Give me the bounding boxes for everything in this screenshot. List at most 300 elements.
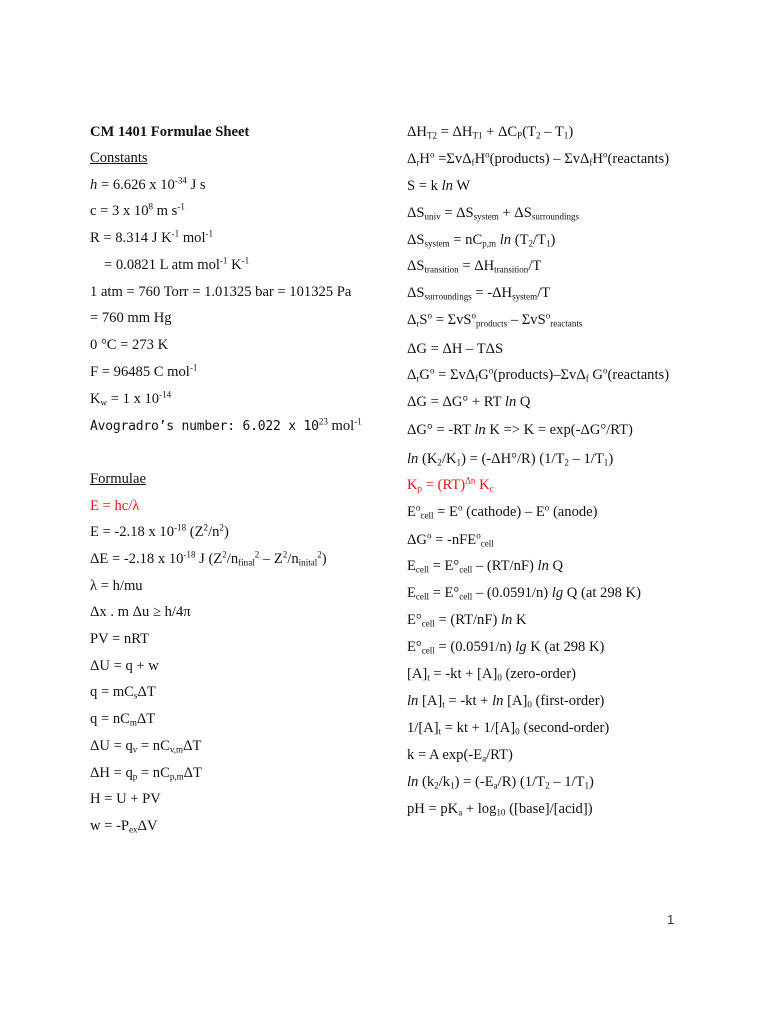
formula-segment: E = -2.18 x 10	[90, 524, 175, 540]
formula-segment: )	[568, 124, 574, 140]
left-line-21	[90, 683, 156, 701]
formula-segment: o	[602, 149, 608, 160]
formula-segment: ΔS	[407, 232, 425, 248]
right-line-2	[407, 150, 669, 168]
formula-segment: f	[475, 373, 479, 384]
formula-segment: s	[133, 690, 138, 701]
formula-segment: = 1 x 10	[107, 391, 160, 407]
formula-segment: ΔG	[407, 532, 427, 548]
formula-segment: 2	[528, 238, 534, 249]
right-line-12	[407, 421, 633, 439]
right-line-20	[407, 638, 604, 656]
formula-segment: )	[550, 232, 556, 248]
formula-segment: = (RT/nF)	[434, 612, 501, 628]
right-line-26	[407, 800, 593, 818]
formula-segment: ΔT	[136, 711, 156, 727]
formula-segment: ([base]/[acid])	[505, 801, 593, 817]
formula-segment: – 1/T	[568, 451, 604, 467]
left-line-7	[90, 283, 351, 301]
formula-segment: o	[471, 310, 477, 321]
formula-segment: = E°	[428, 558, 460, 574]
left-line-11	[90, 390, 171, 408]
formula-segment: c = 3 x 10	[90, 203, 149, 219]
right-line-4	[407, 204, 579, 222]
formula-segment: ln	[407, 451, 419, 467]
right-line-11	[407, 393, 530, 411]
right-line-19	[407, 611, 527, 629]
left-line-15	[90, 523, 229, 541]
formula-segment: 2	[317, 549, 322, 560]
formula-segment: f	[585, 373, 589, 384]
formula-segment: H	[419, 151, 430, 167]
formula-segment: cell	[421, 645, 435, 656]
section-heading-constants	[90, 149, 148, 167]
right-line-1	[407, 123, 573, 141]
formula-segment: -1	[354, 416, 362, 427]
formula-segment: 1	[603, 457, 609, 468]
formula-segment: ) = (-E	[454, 774, 494, 790]
formula-segment: (T	[511, 232, 529, 248]
formula-segment: univ	[424, 211, 441, 222]
formula-segment: + log	[462, 801, 497, 817]
formula-segment: /n	[208, 524, 220, 540]
formula-segment: ln	[407, 774, 419, 790]
formula-segment: 1	[584, 780, 590, 791]
formula-segment: = ΣvS	[432, 312, 472, 328]
formula-segment: a	[493, 780, 498, 791]
formula-segment: S	[419, 312, 428, 328]
formula-segment: ΔH	[407, 124, 427, 140]
formula-segment: ΔG = ΔG° + RT	[407, 394, 505, 410]
formula-segment: (second-order)	[519, 720, 610, 736]
formula-segment: /T	[537, 285, 551, 301]
formula-segment: =ΣvΔ	[434, 151, 472, 167]
formula-segment: 2	[437, 457, 442, 468]
formula-segment: -1	[205, 228, 214, 239]
formula-segment: H = U + PV	[90, 791, 161, 807]
formula-segment: ΔT	[183, 765, 202, 781]
formula-segment: = -kt + [A]	[429, 666, 498, 682]
formula-segment: + ΔC	[482, 124, 518, 140]
formula-segment: o	[602, 365, 608, 376]
formula-segment: – T	[540, 124, 564, 140]
formula-segment: final	[238, 557, 255, 568]
formula-segment: /K	[441, 451, 457, 467]
formula-segment: = ΔS	[440, 205, 474, 221]
formula-segment: (reactants)	[607, 367, 670, 383]
formula-segment: v,m	[169, 744, 184, 755]
formula-segment: surroundings	[531, 211, 580, 222]
formula-segment: 2	[545, 780, 550, 791]
formula-segment: -18	[183, 549, 196, 560]
formula-segment: (reactants)	[607, 151, 670, 167]
right-line-13	[407, 450, 613, 468]
formula-segment: m s	[153, 203, 178, 219]
section-heading-formulae	[90, 470, 146, 488]
right-line-16	[407, 531, 494, 549]
formula-segment: p,m	[169, 771, 184, 782]
formula-segment: a	[458, 807, 463, 818]
formula-segment: o	[476, 530, 481, 541]
formula-segment: (cathode) – E	[462, 504, 545, 520]
formula-segment: 0 °C = 273 K	[90, 337, 169, 353]
formula-segment: cell	[421, 618, 435, 629]
formula-segment: /R) (1/T	[497, 774, 546, 790]
formula-segment: T1	[472, 130, 483, 141]
formula-segment: = E	[433, 504, 458, 520]
formula-segment: 8	[148, 201, 154, 212]
formula-segment: o	[427, 310, 433, 321]
formula-segment: ΔE = -2.18 x 10	[90, 551, 184, 567]
formula-segment: = kt + 1/[A]	[441, 720, 516, 736]
formula-segment: 0	[497, 672, 502, 683]
formula-segment: K	[227, 257, 242, 273]
formula-segment: P	[517, 130, 523, 141]
formula-segment: ΔT	[137, 684, 156, 700]
formula-segment: transition	[494, 264, 529, 275]
formula-segment: CM 1401 Formulae Sheet	[90, 124, 250, 140]
formula-segment: o	[426, 530, 432, 541]
formula-segment: ln	[537, 558, 549, 574]
formula-segment: K	[512, 612, 527, 628]
formula-segment: mol	[327, 418, 355, 434]
formula-segment: ln	[474, 422, 486, 438]
formula-segment: (products)–ΣvΔ	[493, 367, 586, 383]
left-line-20	[90, 657, 159, 675]
formula-segment: T2	[426, 130, 437, 141]
formula-segment: [A]	[503, 693, 528, 709]
formula-segment: p,m	[482, 238, 497, 249]
formula-segment: ΔV	[137, 818, 158, 834]
left-line-24	[90, 764, 202, 782]
formula-segment: – ΣvS	[507, 312, 546, 328]
formula-segment: r	[416, 373, 420, 384]
formula-segment: 2	[203, 522, 209, 533]
formula-segment: 1	[456, 457, 462, 468]
right-line-5	[407, 231, 555, 249]
formula-segment: S = k	[407, 178, 442, 194]
formula-segment: 2	[222, 549, 227, 560]
formula-segment: )	[223, 524, 229, 540]
formula-segment: mol	[179, 230, 206, 246]
formula-segment: t	[442, 699, 445, 710]
formula-segment: Δx . m Δu ≥ h/4π	[90, 604, 191, 620]
formula-segment: a	[482, 753, 487, 764]
formula-segment: ΔT	[183, 738, 202, 754]
formula-segment: k = A exp(-E	[407, 747, 483, 763]
formula-segment: -14	[159, 389, 172, 400]
formula-segment: = -kt +	[444, 693, 493, 709]
formula-segment: = 6.626 x 10	[97, 177, 175, 193]
left-line-14	[90, 497, 139, 515]
formula-segment: 1	[563, 130, 569, 141]
formula-segment: 1 atm = 760 Torr = 1.01325 bar = 101325 Pa	[90, 284, 352, 300]
formula-segment: cell	[480, 538, 494, 549]
left-line-18	[90, 603, 191, 621]
formula-segment: reactants	[550, 318, 583, 329]
formula-segment: Δ	[407, 151, 417, 167]
right-line-14	[407, 476, 494, 494]
formula-segment: )	[608, 451, 614, 467]
formula-segment: K	[90, 391, 101, 407]
formula-segment: = E°	[428, 585, 460, 601]
left-line-9	[90, 336, 168, 354]
formula-segment: (T	[522, 124, 536, 140]
formula-segment: G	[478, 367, 489, 383]
formula-segment: Δn	[465, 475, 476, 486]
formula-segment: system	[473, 211, 499, 222]
right-line-21	[407, 665, 576, 683]
formula-segment: ln	[500, 612, 513, 628]
formula-segment: ln	[499, 232, 512, 248]
formula-segment: h	[90, 177, 98, 193]
formula-segment: = ΔH	[458, 258, 495, 274]
formula-segment: = nC	[137, 765, 170, 781]
formula-segment: cell	[459, 564, 473, 575]
formula-segment: -1	[177, 201, 185, 212]
formula-segment: f	[589, 157, 593, 168]
formula-segment: H	[592, 151, 603, 167]
formula-segment: p	[417, 483, 423, 494]
formula-segment: + ΔS	[498, 205, 532, 221]
left-line-10	[90, 363, 197, 381]
formula-segment: ln	[407, 693, 419, 709]
formula-segment: o	[488, 365, 494, 376]
formula-segment: pH = pK	[407, 801, 459, 817]
formula-segment: /RT)	[486, 747, 513, 763]
formula-segment: system	[512, 291, 538, 302]
right-line-25	[407, 773, 594, 791]
formula-segment: (K	[418, 451, 438, 467]
formula-segment: ln	[492, 693, 504, 709]
formula-segment: 0	[527, 699, 532, 710]
left-line-26	[90, 817, 158, 835]
formula-segment: Δ	[407, 312, 417, 328]
formula-segment: t	[438, 726, 442, 737]
formula-segment: )	[321, 551, 327, 567]
formula-segment: r	[416, 157, 420, 168]
left-line-12	[90, 417, 362, 436]
left-line-22	[90, 710, 155, 728]
formula-segment: 2	[536, 130, 541, 141]
formula-segment: – 1/T	[549, 774, 585, 790]
formula-segment: K (at 298 K)	[526, 639, 605, 655]
right-line-15	[407, 503, 598, 521]
formula-segment: = nC	[449, 232, 483, 248]
formula-segment: 2	[219, 522, 224, 533]
formula-segment: J (Z	[195, 551, 223, 567]
formula-segment: (anode)	[549, 504, 598, 520]
formula-segment: 2	[282, 549, 288, 560]
formula-segment: /T	[533, 232, 547, 248]
formula-segment: ΔH = q	[90, 765, 133, 781]
formula-segment: p	[132, 771, 138, 782]
formula-segment: ΔS	[407, 205, 425, 221]
formula-segment: ΔU = q	[90, 738, 133, 754]
formula-segment: o	[544, 502, 550, 513]
formula-segment: (first-order)	[531, 693, 605, 709]
formula-segment: = -nFE	[431, 532, 477, 548]
formula-segment: o	[429, 149, 435, 160]
formula-segment: /k	[438, 774, 451, 790]
formula-segment: surroundings	[424, 291, 472, 302]
formula-segment: /n	[287, 551, 299, 567]
formula-segment: [A]	[407, 666, 428, 682]
formula-segment: inital	[298, 557, 318, 568]
formula-segment: o	[429, 365, 435, 376]
formula-segment: [A]	[418, 693, 443, 709]
left-line-17	[90, 577, 143, 595]
formula-segment: = ΔH	[437, 124, 473, 140]
formula-segment: f	[471, 157, 475, 168]
formula-segment: PV = nRT	[90, 631, 149, 647]
formula-segment: ex	[129, 824, 138, 835]
formula-segment: E°	[407, 612, 422, 628]
formula-segment: 1/[A]	[407, 720, 439, 736]
formula-segment: ΔG = ΔH – TΔS	[407, 341, 504, 357]
formula-segment: o	[485, 149, 490, 160]
left-line-6	[90, 256, 249, 274]
formula-segment: K	[475, 477, 490, 493]
left-line-23	[90, 737, 201, 755]
formula-segment: 2	[254, 549, 260, 560]
formula-segment: = nC	[137, 738, 170, 754]
formula-segment: – (RT/nF)	[472, 558, 538, 574]
formula-segment: 10	[496, 807, 506, 818]
formula-segment: -34	[174, 175, 187, 186]
formula-segment: = -ΔH	[471, 285, 513, 301]
right-line-22	[407, 692, 604, 710]
formula-segment: -1	[219, 255, 228, 266]
left-line-4	[90, 202, 185, 220]
formula-segment: q = mC	[90, 684, 134, 700]
formula-segment: Δ	[407, 367, 417, 383]
formula-segment: )	[589, 774, 594, 790]
formula-segment: v	[132, 744, 138, 755]
formula-segment: Avogradro’s number: 6.022 x 10	[90, 419, 319, 434]
formula-segment: R = 8.314 J K	[90, 230, 172, 246]
formula-segment: G	[419, 367, 430, 383]
formula-segment: ΔU = q + w	[90, 658, 159, 674]
formula-segment: (k	[418, 774, 435, 790]
formula-segment: w = -P	[90, 818, 130, 834]
formula-segment: ΔS	[407, 285, 425, 301]
left-line-3	[90, 176, 206, 194]
formula-segment: 2	[434, 780, 439, 791]
formula-segment: m	[129, 717, 137, 728]
right-line-9	[407, 340, 503, 358]
formula-segment: ln	[441, 178, 453, 194]
left-line-19	[90, 630, 149, 648]
formula-segment: = 760 mm Hg	[90, 310, 172, 326]
formula-segment: Q	[516, 394, 531, 410]
sheet-title	[90, 123, 249, 141]
formula-segment: Constants	[90, 150, 148, 166]
right-line-24	[407, 746, 513, 764]
left-line-8	[90, 309, 172, 327]
formula-segment: (products) – ΣvΔ	[489, 151, 590, 167]
formula-segment: q = nC	[90, 711, 130, 727]
formula-segment: K => K = exp(-ΔG°/RT)	[485, 422, 633, 438]
right-line-23	[407, 719, 609, 737]
formula-segment: o	[415, 502, 421, 513]
formula-segment: 1	[450, 780, 455, 791]
formula-segment: – (0.0591/n)	[472, 585, 552, 601]
formula-segment: lg	[551, 585, 564, 601]
formula-segment: r	[416, 318, 420, 329]
formula-segment: w	[100, 397, 108, 408]
formula-segment: -1	[171, 228, 180, 239]
formula-segment: 2	[564, 457, 569, 468]
left-line-25	[90, 790, 161, 808]
formula-segment: 0	[515, 726, 520, 737]
formula-segment: /T	[528, 258, 542, 274]
formula-segment: = (RT)	[422, 477, 466, 493]
formula-segment: system	[424, 238, 450, 249]
formula-segment: = (0.0591/n)	[434, 639, 516, 655]
formula-segment: E = hc/λ	[90, 498, 140, 514]
right-line-8	[407, 311, 582, 329]
formula-segment: -18	[174, 522, 187, 533]
formula-segment: cell	[415, 591, 429, 602]
formula-segment: cell	[459, 591, 473, 602]
formula-segment: (Z	[186, 524, 204, 540]
formula-segment: ΔS	[407, 258, 425, 274]
formula-segment: (zero-order)	[501, 666, 576, 682]
formula-segment: Q	[548, 558, 564, 574]
right-line-10	[407, 366, 669, 384]
right-line-17	[407, 557, 563, 575]
left-line-16	[90, 550, 327, 568]
formula-segment: 1	[546, 238, 551, 249]
formula-segment: ΔG° = -RT	[407, 422, 475, 438]
formula-segment: E	[407, 585, 416, 601]
formula-segment: c	[489, 483, 494, 494]
formula-segment: = ΣvΔ	[434, 367, 476, 383]
right-line-6	[407, 257, 541, 275]
formula-segment: K	[407, 477, 418, 493]
formula-segment: J s	[186, 177, 206, 193]
page-number: 1	[667, 912, 675, 927]
formula-segment: lg	[515, 639, 527, 655]
right-line-7	[407, 284, 550, 302]
formula-segment: o	[545, 310, 551, 321]
formula-segment: – Z	[259, 551, 283, 567]
formula-segment: 23	[318, 416, 328, 427]
formula-segment: F = 96485 C mol	[90, 364, 190, 380]
formula-segment: -1	[241, 255, 250, 266]
formula-segment: G	[588, 367, 603, 383]
formula-segment: E°	[407, 639, 422, 655]
formula-segment: o	[457, 502, 463, 513]
formula-segment: -1	[189, 362, 198, 373]
left-line-5	[90, 229, 213, 247]
right-line-3	[407, 177, 470, 195]
formula-segment: /n	[226, 551, 239, 567]
formula-segment: W	[452, 178, 471, 194]
formula-segment: H	[474, 151, 486, 167]
formula-segment: Q (at 298 K)	[563, 585, 641, 601]
formula-segment: Formulae	[90, 471, 146, 487]
formula-segment: cell	[420, 510, 434, 521]
formula-segment: E	[407, 504, 416, 520]
formula-segment: λ = h/mu	[90, 578, 143, 594]
formula-segment: t	[427, 672, 430, 683]
right-line-18	[407, 584, 641, 602]
formula-segment: E	[407, 558, 416, 574]
formula-segment: products	[476, 318, 508, 329]
formula-segment: = 0.0821 L atm mol	[104, 257, 220, 273]
